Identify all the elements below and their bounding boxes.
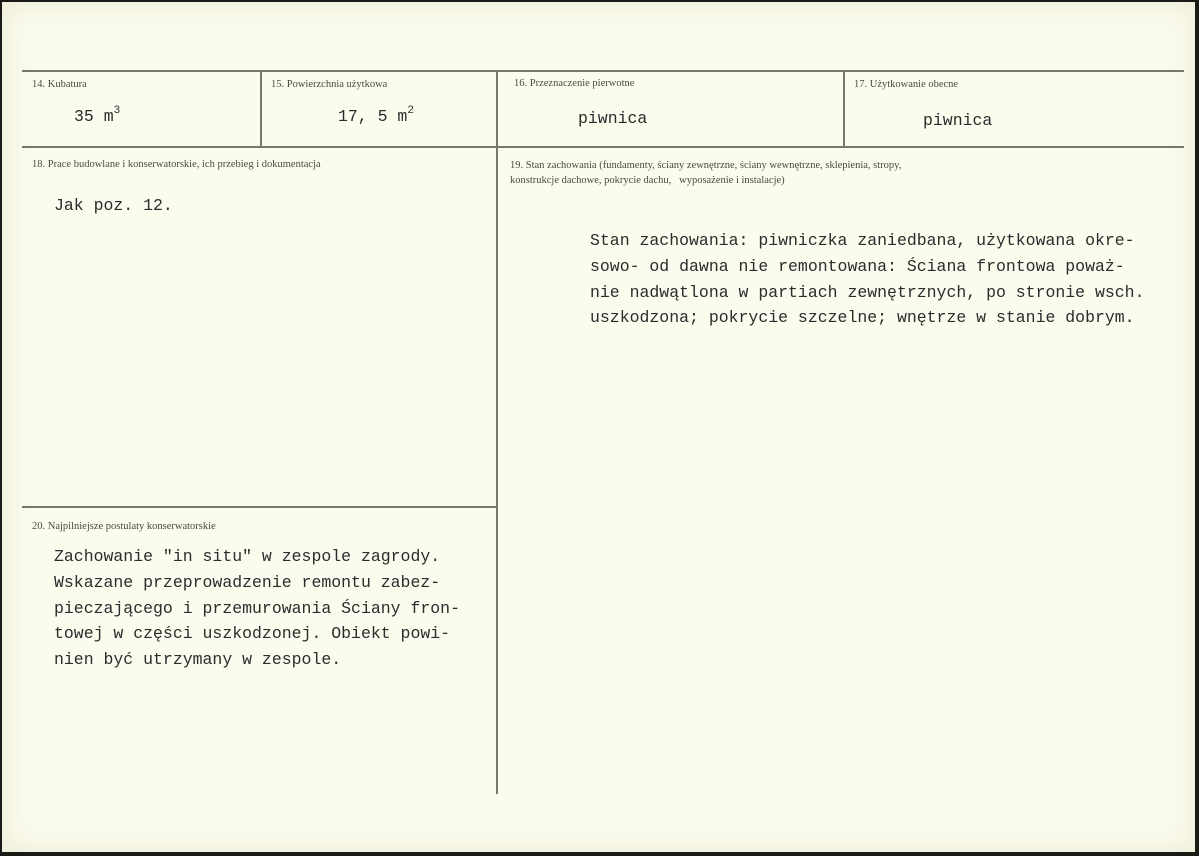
- divider-15-16: [496, 70, 498, 794]
- row1-bottom-rule: [22, 146, 1184, 148]
- field-20-line: pieczającego i przemurowania Ściany fron-: [54, 598, 460, 618]
- field-15-label: 15. Powierzchnia użytkowa: [271, 79, 388, 90]
- field-15-superscript: 2: [407, 105, 414, 117]
- field-14-superscript: 3: [113, 105, 121, 117]
- divider-16-17: [843, 70, 845, 147]
- field-15-value: [338, 107, 414, 126]
- field-18-value: Jak poz. 12.: [54, 196, 173, 215]
- field-19-line: Stan zachowania: piwniczka zaniedbana, użytkowana okre-: [590, 231, 1135, 250]
- divider-14-15: [260, 70, 262, 147]
- field-20-text: [54, 544, 460, 673]
- field-17-label: 17. Użytkowanie obecne: [854, 79, 959, 90]
- field-19-line: nie nadwątlona w partiach zewnętrznych, po stronie wsch.: [590, 282, 1145, 302]
- field-20-line: Wskazane przeprowadzenie remontu zabez-: [54, 572, 441, 592]
- field-19-line: sowo- od dawna nie remontowana: Ściana frontowa poważ-: [590, 256, 1125, 276]
- field20-top-rule: [22, 506, 496, 508]
- field-19-line: uszkodzona; pokrycie szczelne; wnętrze w stanie dobrym.: [590, 308, 1135, 328]
- field-16-label: 16. Przeznaczenie pierwotne: [514, 78, 635, 89]
- field-15-number: 17, 5 m: [338, 107, 408, 126]
- field-20-line: towej w części uszkodzonej. Obiekt powi-: [54, 624, 451, 644]
- field-18-label: 18. Prace budowlane i konserwatorskie, ich przebieg i dokumentacja: [32, 159, 321, 170]
- top-rule: [22, 70, 1184, 72]
- field-19-text: [590, 228, 1145, 331]
- field-20-line: nien być utrzymany w zespole.: [54, 650, 342, 670]
- field-20-label: 20. Najpilniejsze postulaty konserwatorskie: [32, 521, 216, 532]
- field-14-label: 14. Kubatura: [32, 79, 87, 90]
- field-19-label-line2: konstrukcje dachowe, pokrycie dachu, wyposażenie i instalacje): [510, 175, 785, 186]
- field-14-number: 35 m: [74, 107, 114, 126]
- field-14-value: [74, 107, 120, 126]
- field-16-value: piwnica: [578, 109, 648, 128]
- field-20-line: Zachowanie "in situ" w zespole zagrody.: [54, 547, 441, 566]
- inventory-card: [2, 2, 1195, 852]
- field-17-value: piwnica: [923, 111, 993, 130]
- field-19-label-line1: 19. Stan zachowania (fundamenty, ściany zewnętrzne, ściany wewnętrzne, sklepienia, stropy,: [510, 160, 902, 171]
